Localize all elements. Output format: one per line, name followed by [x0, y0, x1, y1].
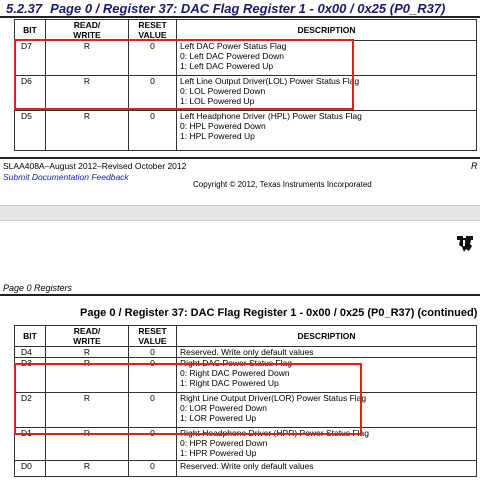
cell-description: Reserved. Write only default values: [177, 347, 477, 358]
cell-rw: R: [46, 461, 129, 477]
texas-instruments-logo-icon: [454, 232, 476, 254]
submit-feedback-link[interactable]: Submit Documentation Feedback: [3, 172, 129, 182]
doc-number: SLAA408A–August 2012–Revised October 2012: [3, 161, 187, 171]
header-description: DESCRIPTION: [177, 326, 477, 347]
table-row: [15, 358, 477, 393]
footer-right-letter: R: [471, 161, 478, 171]
page-header-rule: [0, 294, 480, 296]
table-row: [15, 111, 477, 151]
cell-bit: D3: [15, 358, 46, 393]
cell-rw: R: [46, 41, 129, 76]
cell-rw: R: [46, 347, 129, 358]
cell-reset: 0: [129, 41, 177, 76]
footer-doc-info: [3, 161, 186, 183]
cell-bit: D6: [15, 76, 46, 111]
cell-reset: 0: [129, 358, 177, 393]
cell-description: Left DAC Power Status Flag 0: Left DAC Powered Down 1: Left DAC Powered Up: [177, 41, 477, 76]
cell-rw: R: [46, 111, 129, 151]
cell-rw: R: [46, 393, 129, 428]
header-bit: BIT: [15, 326, 46, 347]
cell-bit: D1: [15, 428, 46, 461]
header-reset-value: RESET VALUE: [129, 20, 177, 41]
table-row: [15, 393, 477, 428]
cell-description: Right DAC Power Status Flag 0: Right DAC Powered Down 1: Right DAC Powered Up: [177, 358, 477, 393]
cell-rw: R: [46, 428, 129, 461]
footer-rule: [0, 157, 480, 159]
table-row: [15, 41, 477, 76]
header-read-write: READ/ WRITE: [46, 20, 129, 41]
header-bit: BIT: [15, 20, 46, 41]
section-number: 5.2.37: [6, 1, 43, 16]
cell-reset: 0: [129, 76, 177, 111]
header-description: DESCRIPTION: [177, 20, 477, 41]
cell-reset: 0: [129, 393, 177, 428]
copyright: Copyright © 2012, Texas Instruments Incorporated: [193, 180, 372, 189]
cell-description: Right Headphone Driver (HPR) Power Status Flag 0: HPR Powered Down 1: HPR Powered Up: [177, 428, 477, 461]
table-row: [15, 76, 477, 111]
cell-rw: R: [46, 358, 129, 393]
cell-description: Right Line Output Driver(LOR) Power Status Flag 0: LOR Powered Down 1: LOR Powered Up: [177, 393, 477, 428]
heading-rule: [0, 16, 480, 18]
cell-description: Reserved. Write only default values: [177, 461, 477, 477]
table-header-row: [15, 20, 477, 41]
cell-reset: 0: [129, 347, 177, 358]
header-reset-value: RESET VALUE: [129, 326, 177, 347]
page-header: Page 0 Registers: [3, 283, 73, 293]
section-title: Page 0 / Register 37: DAC Flag Register 1 - 0x00 / 0x25 (P0_R37): [50, 1, 446, 16]
page-break: [0, 205, 480, 221]
cell-rw: R: [46, 76, 129, 111]
section-heading: [6, 1, 445, 16]
cell-description: Left Line Output Driver(LOL) Power Status Flag 0: LOL Powered Down 1: LOL Powered Up: [177, 76, 477, 111]
cell-reset: 0: [129, 428, 177, 461]
register-table-bottom: [14, 325, 477, 477]
cell-bit: D5: [15, 111, 46, 151]
table-row: [15, 428, 477, 461]
table-row: [15, 347, 477, 358]
cell-bit: D0: [15, 461, 46, 477]
cell-bit: D7: [15, 41, 46, 76]
table-header-row: [15, 326, 477, 347]
table-title: Page 0 / Register 37: DAC Flag Register 1 - 0x00 / 0x25 (P0_R37) (continued): [80, 307, 478, 319]
table-row: [15, 461, 477, 477]
cell-bit: D4: [15, 347, 46, 358]
cell-description: Left Headphone Driver (HPL) Power Status Flag 0: HPL Powered Down 1: HPL Powered Up: [177, 111, 477, 151]
cell-reset: 0: [129, 461, 177, 477]
cell-reset: 0: [129, 111, 177, 151]
cell-bit: D2: [15, 393, 46, 428]
register-table-top: [14, 19, 477, 151]
header-read-write: READ/ WRITE: [46, 326, 129, 347]
